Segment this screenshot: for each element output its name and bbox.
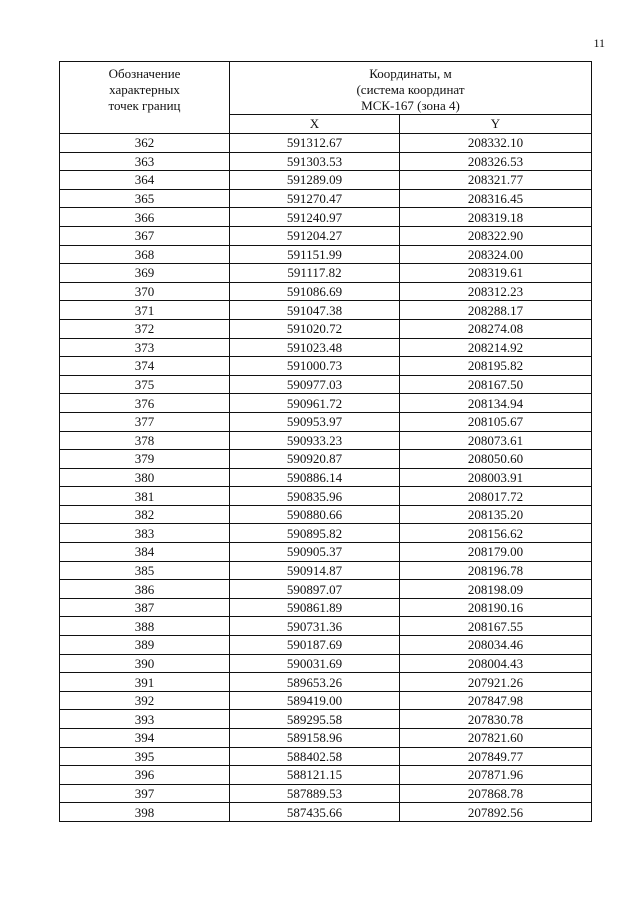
x-column-header: X (230, 115, 400, 134)
table-row (60, 152, 592, 171)
header-line: МСК-167 (зона 4) (361, 98, 460, 113)
y-coordinate-cell: 207892.56 (400, 803, 592, 822)
point-id-cell: 369 (60, 264, 230, 283)
y-coordinate-cell: 208274.08 (400, 319, 592, 338)
table-row (60, 524, 592, 543)
header-line: Обозначение (108, 66, 181, 81)
x-coordinate-cell: 590933.23 (230, 431, 400, 450)
point-id-cell: 368 (60, 245, 230, 264)
x-coordinate-cell: 590886.14 (230, 468, 400, 487)
y-coordinate-cell: 208167.55 (400, 617, 592, 636)
point-id-cell: 362 (60, 134, 230, 153)
point-id-cell: 377 (60, 412, 230, 431)
x-coordinate-cell: 590861.89 (230, 598, 400, 617)
y-coordinate-cell: 207921.26 (400, 673, 592, 692)
x-coordinate-cell: 591312.67 (230, 134, 400, 153)
y-coordinate-cell: 207830.78 (400, 710, 592, 729)
y-coordinate-cell: 208003.91 (400, 468, 592, 487)
x-coordinate-cell: 590835.96 (230, 487, 400, 506)
x-coordinate-cell: 589419.00 (230, 691, 400, 710)
table-row (60, 431, 592, 450)
table-row (60, 468, 592, 487)
coordinates-header (230, 62, 592, 115)
table-row (60, 803, 592, 822)
table-row (60, 319, 592, 338)
y-coordinate-cell: 208319.61 (400, 264, 592, 283)
table-row (60, 412, 592, 431)
point-id-cell: 376 (60, 394, 230, 413)
y-coordinate-cell: 207868.78 (400, 784, 592, 803)
point-id-cell: 392 (60, 691, 230, 710)
y-coordinate-cell: 208198.09 (400, 580, 592, 599)
table-row (60, 673, 592, 692)
x-coordinate-cell: 591020.72 (230, 319, 400, 338)
point-id-cell: 370 (60, 282, 230, 301)
y-coordinate-cell: 207821.60 (400, 729, 592, 748)
x-coordinate-cell: 591086.69 (230, 282, 400, 301)
point-id-cell: 396 (60, 766, 230, 785)
y-coordinate-cell: 208105.67 (400, 412, 592, 431)
point-id-cell: 383 (60, 524, 230, 543)
y-coordinate-cell: 208332.10 (400, 134, 592, 153)
table-row (60, 226, 592, 245)
table-row (60, 134, 592, 153)
table-row (60, 282, 592, 301)
point-id-cell: 385 (60, 561, 230, 580)
x-coordinate-cell: 591289.09 (230, 171, 400, 190)
y-coordinate-cell: 208322.90 (400, 226, 592, 245)
table-row (60, 766, 592, 785)
x-coordinate-cell: 590187.69 (230, 636, 400, 655)
table-row (60, 654, 592, 673)
x-coordinate-cell: 587889.53 (230, 784, 400, 803)
y-coordinate-cell: 208073.61 (400, 431, 592, 450)
point-id-cell: 380 (60, 468, 230, 487)
y-coordinate-cell: 208316.45 (400, 189, 592, 208)
x-coordinate-cell: 587435.66 (230, 803, 400, 822)
table-row (60, 561, 592, 580)
table-row (60, 357, 592, 376)
table-row (60, 710, 592, 729)
y-coordinate-cell: 208319.18 (400, 208, 592, 227)
table-row (60, 245, 592, 264)
header-line: точек границ (108, 98, 181, 113)
point-id-cell: 379 (60, 450, 230, 469)
x-coordinate-cell: 588402.58 (230, 747, 400, 766)
point-id-cell: 395 (60, 747, 230, 766)
x-coordinate-cell: 591151.99 (230, 245, 400, 264)
y-coordinate-cell: 207849.77 (400, 747, 592, 766)
x-coordinate-cell: 590977.03 (230, 375, 400, 394)
x-coordinate-cell: 590897.07 (230, 580, 400, 599)
x-coordinate-cell: 590961.72 (230, 394, 400, 413)
y-coordinate-cell: 208195.82 (400, 357, 592, 376)
table-row (60, 450, 592, 469)
x-coordinate-cell: 591023.48 (230, 338, 400, 357)
x-coordinate-cell: 590905.37 (230, 543, 400, 562)
y-coordinate-cell: 208324.00 (400, 245, 592, 264)
header-line: Координаты, м (369, 66, 452, 81)
table-row (60, 636, 592, 655)
point-id-cell: 391 (60, 673, 230, 692)
y-coordinate-cell: 208034.46 (400, 636, 592, 655)
table-row (60, 301, 592, 320)
x-coordinate-cell: 591000.73 (230, 357, 400, 376)
table-row (60, 580, 592, 599)
y-coordinate-cell: 208196.78 (400, 561, 592, 580)
point-id-cell: 397 (60, 784, 230, 803)
point-id-cell: 364 (60, 171, 230, 190)
table-row (60, 189, 592, 208)
point-id-cell: 371 (60, 301, 230, 320)
table-row (60, 264, 592, 283)
point-id-cell: 373 (60, 338, 230, 357)
point-id-cell: 375 (60, 375, 230, 394)
x-coordinate-cell: 589653.26 (230, 673, 400, 692)
y-coordinate-cell: 208312.23 (400, 282, 592, 301)
table-row (60, 729, 592, 748)
point-id-cell: 393 (60, 710, 230, 729)
y-coordinate-cell: 208167.50 (400, 375, 592, 394)
x-coordinate-cell: 590914.87 (230, 561, 400, 580)
x-coordinate-cell: 591204.27 (230, 226, 400, 245)
table-row (60, 375, 592, 394)
header-line: (система координат (356, 82, 465, 97)
y-column-header: Y (400, 115, 592, 134)
y-coordinate-cell: 208134.94 (400, 394, 592, 413)
table-row (60, 543, 592, 562)
x-coordinate-cell: 589295.58 (230, 710, 400, 729)
point-id-cell: 378 (60, 431, 230, 450)
table-row (60, 784, 592, 803)
point-id-cell: 374 (60, 357, 230, 376)
y-coordinate-cell: 208135.20 (400, 505, 592, 524)
x-coordinate-cell: 590880.66 (230, 505, 400, 524)
page-number: 11 (593, 36, 605, 50)
point-id-cell: 365 (60, 189, 230, 208)
x-coordinate-cell: 590920.87 (230, 450, 400, 469)
y-coordinate-cell: 207847.98 (400, 691, 592, 710)
x-coordinate-cell: 591117.82 (230, 264, 400, 283)
point-id-cell: 384 (60, 543, 230, 562)
y-coordinate-cell: 208050.60 (400, 450, 592, 469)
point-id-cell: 367 (60, 226, 230, 245)
coordinates-table (59, 61, 592, 822)
point-id-cell: 389 (60, 636, 230, 655)
table-row (60, 487, 592, 506)
y-coordinate-cell: 208288.17 (400, 301, 592, 320)
x-coordinate-cell: 591240.97 (230, 208, 400, 227)
y-coordinate-cell: 208156.62 (400, 524, 592, 543)
x-coordinate-cell: 590953.97 (230, 412, 400, 431)
x-coordinate-cell: 590731.36 (230, 617, 400, 636)
y-coordinate-cell: 208004.43 (400, 654, 592, 673)
y-coordinate-cell: 208321.77 (400, 171, 592, 190)
x-coordinate-cell: 589158.96 (230, 729, 400, 748)
point-id-cell: 386 (60, 580, 230, 599)
table-row (60, 617, 592, 636)
table-row (60, 598, 592, 617)
point-id-cell: 372 (60, 319, 230, 338)
y-coordinate-cell: 208326.53 (400, 152, 592, 171)
point-id-cell: 390 (60, 654, 230, 673)
point-designation-header (60, 62, 230, 134)
y-coordinate-cell: 208190.16 (400, 598, 592, 617)
point-id-cell: 398 (60, 803, 230, 822)
y-coordinate-cell: 207871.96 (400, 766, 592, 785)
table-row (60, 691, 592, 710)
header-line: характерных (109, 82, 180, 97)
table-row (60, 208, 592, 227)
x-coordinate-cell: 591270.47 (230, 189, 400, 208)
y-coordinate-cell: 208214.92 (400, 338, 592, 357)
table-body (60, 134, 592, 822)
table-row (60, 505, 592, 524)
x-coordinate-cell: 591047.38 (230, 301, 400, 320)
table-header-row (60, 62, 592, 115)
x-coordinate-cell: 590895.82 (230, 524, 400, 543)
point-id-cell: 366 (60, 208, 230, 227)
table-row (60, 338, 592, 357)
point-id-cell: 394 (60, 729, 230, 748)
y-coordinate-cell: 208017.72 (400, 487, 592, 506)
x-coordinate-cell: 591303.53 (230, 152, 400, 171)
point-id-cell: 363 (60, 152, 230, 171)
table-row (60, 747, 592, 766)
x-coordinate-cell: 588121.15 (230, 766, 400, 785)
point-id-cell: 381 (60, 487, 230, 506)
table-row (60, 394, 592, 413)
x-coordinate-cell: 590031.69 (230, 654, 400, 673)
point-id-cell: 388 (60, 617, 230, 636)
y-coordinate-cell: 208179.00 (400, 543, 592, 562)
point-id-cell: 387 (60, 598, 230, 617)
table-row (60, 171, 592, 190)
point-id-cell: 382 (60, 505, 230, 524)
